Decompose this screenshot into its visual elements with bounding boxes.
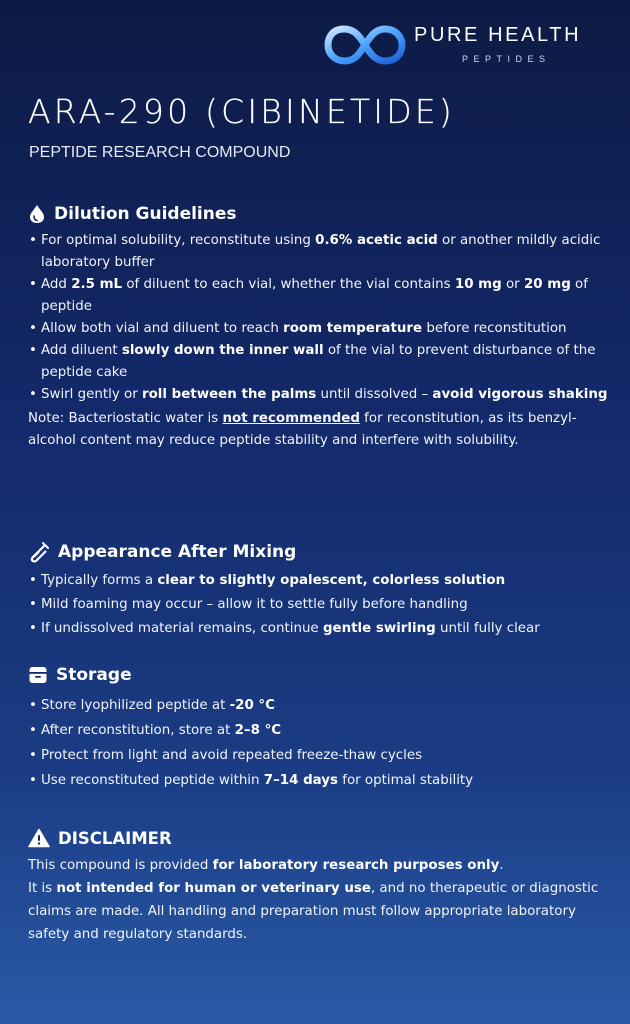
brand-name: PURE HEALTH [414, 24, 582, 46]
warning-icon [28, 828, 50, 848]
infinity-loop-icon [324, 20, 406, 70]
list-item: • If undissolved material remains, continue gentle swirling until fully clear [28, 617, 608, 641]
list-item: • Store lyophilized peptide at -20 °C [28, 693, 608, 718]
appearance-list [28, 569, 608, 641]
disclaimer-section [28, 826, 608, 946]
list-item: • Use reconstituted peptide within 7–14 days for optimal stability [28, 768, 608, 793]
dilution-note: Note: Bacteriostatic water is not recommended for reconstitution, as its benzyl-alcohol content may reduce peptide stability and interfere with solubility. [28, 411, 577, 448]
dilution-heading [28, 202, 608, 226]
list-item: • Allow both vial and diluent to reach room temperature before reconstitution [28, 318, 608, 340]
storage-section [28, 663, 608, 793]
storage-box-icon [28, 665, 48, 685]
list-item: • Typically forms a clear to slightly opalescent, colorless solution [28, 569, 608, 593]
page-subtitle: PEPTIDE RESEARCH COMPOUND [29, 144, 291, 161]
list-item: • Protect from light and avoid repeated freeze-thaw cycles [28, 743, 608, 768]
list-item: • For optimal solubility, reconstitute using 0.6% acetic acid or another mildly acidic laboratory buffer [28, 230, 608, 274]
disclaimer-text-1: This compound is provided for laboratory research purposes only. [28, 858, 504, 873]
storage-title: Storage [56, 665, 132, 685]
brand-logo [324, 20, 614, 70]
dilution-title: Dilution Guidelines [54, 204, 237, 224]
storage-list [28, 693, 608, 793]
disclaimer-heading [28, 826, 608, 850]
storage-heading [28, 663, 608, 687]
list-item: • Swirl gently or roll between the palms until dissolved – avoid vigorous shaking [28, 384, 608, 406]
droplet-icon [28, 204, 46, 224]
appearance-heading [28, 540, 608, 564]
dilution-list [28, 230, 608, 406]
test-tube-icon [28, 541, 50, 563]
list-item: • Mild foaming may occur – allow it to settle fully before handling [28, 593, 608, 617]
list-item: • After reconstitution, store at 2–8 °C [28, 718, 608, 743]
page-title: ARA-290 (CIBINETIDE) [28, 92, 455, 131]
appearance-title: Appearance After Mixing [58, 542, 297, 562]
dilution-section [28, 202, 608, 452]
disclaimer-title: DISCLAIMER [58, 828, 172, 848]
list-item: • Add 2.5 mL of diluent to each vial, whether the vial contains 10 mg or 20 mg of peptide [28, 274, 608, 318]
brand-subtitle: PEPTIDES [462, 54, 551, 64]
list-item: • Add diluent slowly down the inner wall of the vial to prevent disturbance of the peptide cake [28, 340, 608, 384]
appearance-section [28, 540, 608, 641]
disclaimer-text-2: It is not intended for human or veterinary use, and no therapeutic or diagnostic claims are made. All handling and preparation must follow appropriate laboratory safety and regulatory standards. [28, 881, 599, 942]
